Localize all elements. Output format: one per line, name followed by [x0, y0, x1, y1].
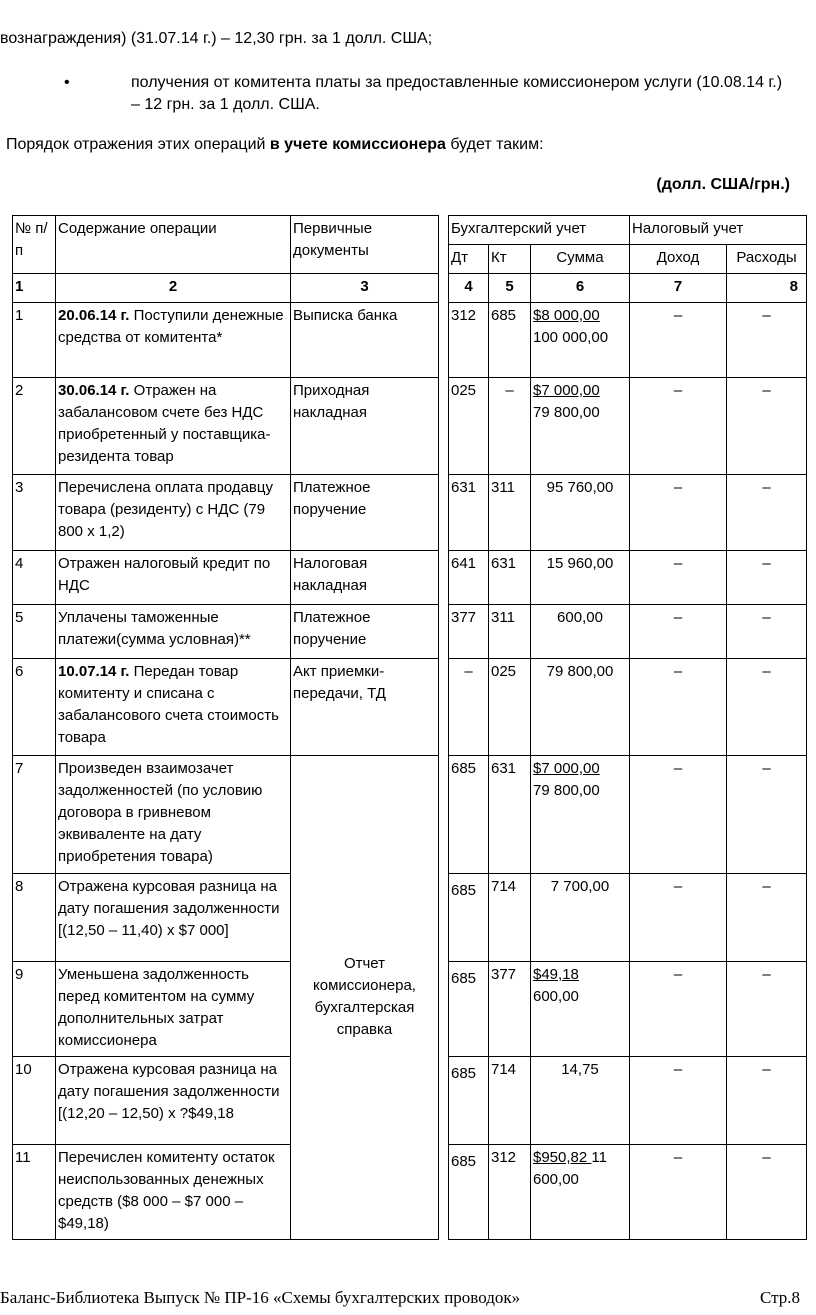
- col-number: 1: [13, 274, 56, 303]
- col-number: 8: [727, 274, 807, 303]
- header-sum: Сумма: [531, 245, 630, 274]
- header-kt: Кт: [489, 245, 531, 274]
- row-dt: 685: [449, 1145, 489, 1240]
- row-income: –: [630, 659, 727, 756]
- col-number: 7: [630, 274, 727, 303]
- row-dt: –: [449, 659, 489, 756]
- row-sum: 600,00: [531, 605, 630, 659]
- col-number: 4: [449, 274, 489, 303]
- column-numbers-row: [13, 274, 807, 303]
- gap-column: [439, 216, 449, 1240]
- row-income: –: [630, 378, 727, 475]
- row-income: –: [630, 874, 727, 962]
- operations-table: [12, 215, 807, 1240]
- row-expense: –: [727, 756, 807, 874]
- row-number: 8: [13, 874, 56, 962]
- row-number: 10: [13, 1057, 56, 1145]
- col-number: 6: [531, 274, 630, 303]
- row-content: Уменьшена задолженность перед комитентом на сумму дополнительных затрат комиссионера: [56, 962, 291, 1057]
- table-row: [13, 551, 807, 605]
- row-doc: Приходная накладная: [291, 378, 439, 475]
- row-number: 3: [13, 475, 56, 551]
- row-number: 9: [13, 962, 56, 1057]
- header-docs: Первичные документы: [291, 216, 439, 274]
- page-footer: [0, 1288, 800, 1308]
- row-content: 10.07.14 г. Передан товар комитенту и списана с забалансового счета стоимость товара: [56, 659, 291, 756]
- row-sum: 15 960,00: [531, 551, 630, 605]
- page-number: Стр.8: [759, 1288, 800, 1307]
- row-kt: 312: [489, 1145, 531, 1240]
- header-num: № п/п: [13, 216, 56, 274]
- row-kt: 685: [489, 303, 531, 378]
- row-sum: 14,75: [531, 1057, 630, 1145]
- row-sum: 79 800,00: [531, 659, 630, 756]
- row-expense: –: [727, 1145, 807, 1240]
- row-expense: –: [727, 475, 807, 551]
- row-dt: 377: [449, 605, 489, 659]
- row-content: Отражена курсовая разница на дату погашения задолженности [(12,50 – 11,40) х $7 000]: [56, 874, 291, 962]
- row-sum: 7 700,00: [531, 874, 630, 962]
- row-number: 11: [13, 1145, 56, 1240]
- row-dt: 685: [449, 874, 489, 962]
- row-income: –: [630, 1057, 727, 1145]
- row-content: 20.06.14 г. Поступили денежные средства от комитента*: [56, 303, 291, 378]
- table-row: [13, 605, 807, 659]
- bullet-text: получения от комитента платы за предоставленные комиссионером услуги (10.08.14 г.) – 12 грн. за 1 долл. США.: [131, 74, 783, 113]
- row-expense: –: [727, 874, 807, 962]
- table-row: [13, 378, 807, 475]
- row-kt: 311: [489, 605, 531, 659]
- row-content: Перечислена оплата продавцу товара (резиденту) с НДС (79 800 х 1,2): [56, 475, 291, 551]
- table-row: [13, 756, 807, 874]
- row-doc: Платежное поручение: [291, 605, 439, 659]
- row-expense: –: [727, 605, 807, 659]
- row-income: –: [630, 303, 727, 378]
- header-dt: Дт: [449, 245, 489, 274]
- row-kt: 025: [489, 659, 531, 756]
- row-kt: –: [489, 378, 531, 475]
- header-tax: Налоговый учет: [630, 216, 807, 245]
- row-doc: Выписка банка: [291, 303, 439, 378]
- row-content: 30.06.14 г. Отражен на забалансовом счете без НДС приобретенный у поставщика-резидента товар: [56, 378, 291, 475]
- row-content: Уплачены таможенные платежи(сумма условная)**: [56, 605, 291, 659]
- row-number: 2: [13, 378, 56, 475]
- row-kt: 311: [489, 475, 531, 551]
- header-content: Содержание операции: [56, 216, 291, 274]
- units-label: (долл. США/грн.): [656, 176, 790, 193]
- header-expense: Расходы: [727, 245, 807, 274]
- table-row: [13, 303, 807, 378]
- row-dt: 025: [449, 378, 489, 475]
- row-sum: $8 000,00 100 000,00: [531, 303, 630, 378]
- shared-doc-cell: Отчет комиссионера, бухгалтерская справка: [291, 756, 439, 1240]
- row-doc: Налоговая накладная: [291, 551, 439, 605]
- row-sum: 95 760,00: [531, 475, 630, 551]
- row-dt: 641: [449, 551, 489, 605]
- header-row-1: [13, 216, 807, 245]
- header-accounting: Бухгалтерский учет: [449, 216, 630, 245]
- row-expense: –: [727, 962, 807, 1057]
- col-number: 2: [56, 274, 291, 303]
- row-sum: $49,18 600,00: [531, 962, 630, 1057]
- row-income: –: [630, 756, 727, 874]
- row-number: 1: [13, 303, 56, 378]
- row-dt: 685: [449, 962, 489, 1057]
- col-number: 3: [291, 274, 439, 303]
- row-number: 5: [13, 605, 56, 659]
- row-income: –: [630, 1145, 727, 1240]
- row-kt: 631: [489, 756, 531, 874]
- intro-line: вознаграждения) (31.07.14 г.) – 12,30 грн. за 1 долл. США;: [0, 30, 433, 47]
- row-expense: –: [727, 1057, 807, 1145]
- row-kt: 714: [489, 874, 531, 962]
- row-content: Отражена курсовая разница на дату погашения задолженности [(12,20 – 12,50) х ?$49,18: [56, 1057, 291, 1145]
- header-income: Доход: [630, 245, 727, 274]
- footer-text: Баланс-Библиотека Выпуск № ПР-16 «Схемы бухгалтерских проводок»: [0, 1288, 521, 1307]
- row-doc: Акт приемки-передачи, ТД: [291, 659, 439, 756]
- row-expense: –: [727, 551, 807, 605]
- row-number: 7: [13, 756, 56, 874]
- row-sum: $7 000,00 79 800,00: [531, 756, 630, 874]
- row-content: Перечислен комитенту остаток неиспользованных денежных средств ($8 000 – $7 000 – $49,18): [56, 1145, 291, 1240]
- row-expense: –: [727, 378, 807, 475]
- row-content: Произведен взаимозачет задолженностей (по условию договора в гривневом эквиваленте на дату приобретения товара): [56, 756, 291, 874]
- row-kt: 377: [489, 962, 531, 1057]
- row-dt: 631: [449, 475, 489, 551]
- row-doc: Платежное поручение: [291, 475, 439, 551]
- row-number: 6: [13, 659, 56, 756]
- order-sentence: Порядок отражения этих операций в учете комиссионера будет таким:: [6, 136, 544, 153]
- row-sum: $950,82 11 600,00: [531, 1145, 630, 1240]
- bullet-icon: •: [64, 74, 70, 91]
- bullet-item: [64, 72, 784, 116]
- row-kt: 714: [489, 1057, 531, 1145]
- row-dt: 685: [449, 756, 489, 874]
- col-number: 5: [489, 274, 531, 303]
- table-row: [13, 475, 807, 551]
- row-income: –: [630, 605, 727, 659]
- row-content: Отражен налоговый кредит по НДС: [56, 551, 291, 605]
- row-dt: 312: [449, 303, 489, 378]
- row-income: –: [630, 551, 727, 605]
- row-income: –: [630, 962, 727, 1057]
- row-expense: –: [727, 659, 807, 756]
- row-number: 4: [13, 551, 56, 605]
- row-income: –: [630, 475, 727, 551]
- table-row: [13, 659, 807, 756]
- row-sum: $7 000,00 79 800,00: [531, 378, 630, 475]
- row-kt: 631: [489, 551, 531, 605]
- row-dt: 685: [449, 1057, 489, 1145]
- row-expense: –: [727, 303, 807, 378]
